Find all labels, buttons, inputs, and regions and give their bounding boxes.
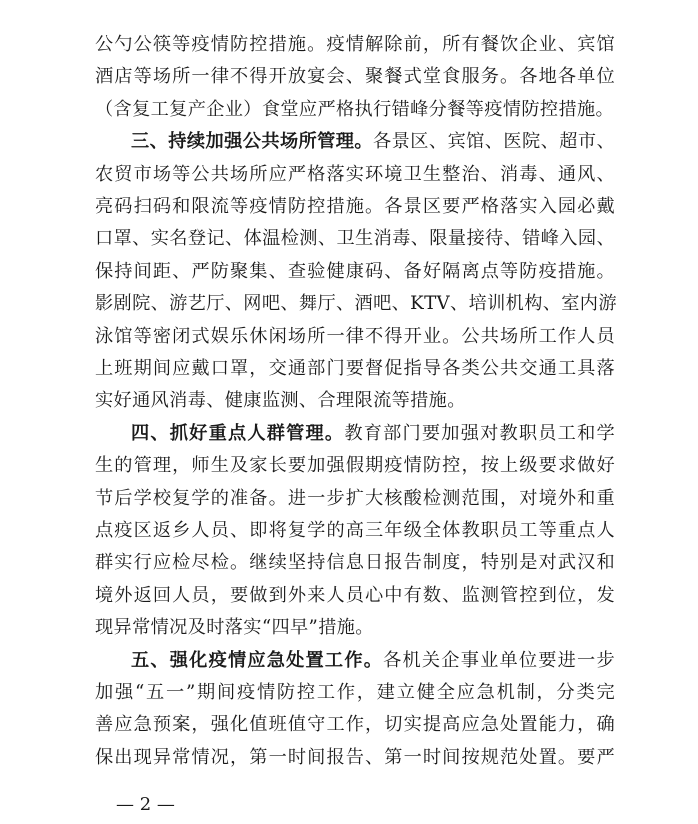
paragraph-line: 境外返回人员，要做到外来人员心中有数、监测管控到位，发 [95, 584, 615, 606]
paragraph-line: 农贸市场等公共场所应严格落实环境卫生整治、消毒、通风、 [95, 163, 615, 185]
paragraph-line: 善应急预案，强化值班值守工作，切实提高应急处置能力，确 [95, 714, 615, 736]
section-heading-line: 四、抓好重点人群管理。教育部门要加强对教职员工和学 [131, 422, 615, 444]
paragraph-line: 口罩、实名登记、体温检测、卫生消毒、限量接待、错峰入园、 [95, 228, 615, 250]
paragraph-line: 群实行应检尽检。继续坚持信息日报告制度，特别是对武汉和 [95, 552, 615, 574]
section-heading-line: 三、持续加强公共场所管理。各景区、宾馆、医院、超市、 [131, 131, 615, 153]
section-heading: 四、抓好重点人群管理。 [131, 422, 345, 444]
paragraph-line: 酒店等场所一律不得开放宴会、聚餐式堂食服务。各地各单位 [95, 66, 615, 88]
section-heading-line: 五、强化疫情应急处置工作。各机关企事业单位要进一步 [131, 649, 615, 671]
paragraph-line: 节后学校复学的准备。进一步扩大核酸检测范围，对境外和重 [95, 487, 615, 509]
paragraph-line: 泳馆等密闭式娱乐休闲场所一律不得开业。公共场所工作人员 [95, 325, 615, 347]
paragraph-line: 生的管理，师生及家长要加强假期疫情防控，按上级要求做好 [95, 455, 615, 477]
paragraph-line: 加强“五一”期间疫情防控工作，建立健全应急机制，分类完 [95, 682, 615, 703]
paragraph-line: （含复工复产企业）食堂应严格执行错峰分餐等疫情防控措施。 [95, 98, 615, 120]
paragraph-line: 保出现异常情况，第一时间报告、第一时间按规范处置。要严 [95, 746, 615, 768]
paragraph-line: 实好通风消毒、健康监测、合理限流等措施。 [95, 390, 466, 412]
section-heading: 三、持续加强公共场所管理。 [131, 131, 374, 153]
page-number: — 2 — [116, 794, 175, 815]
paragraph-line: 点疫区返乡人员、即将复学的高三年级全体教职员工等重点人 [95, 520, 615, 541]
paragraph-line: 保持间距、严防聚集、查验健康码、备好隔离点等防疫措施。 [95, 260, 615, 282]
paragraph-line: 亮码扫码和限流等疫情防控措施。各景区要严格落实入园必戴 [95, 196, 615, 217]
paragraph-line: 上班期间应戴口罩，交通部门要督促指导各类公共交通工具落 [95, 358, 615, 379]
section-heading: 五、强化疫情应急处置工作。 [131, 649, 384, 671]
paragraph-line: 公勺公筷等疫情防控措施。疫情解除前，所有餐饮企业、宾馆 [95, 34, 615, 55]
paragraph-line: 影剧院、游艺厅、网吧、舞厅、酒吧、KTV、培训机构、室内游 [95, 293, 617, 315]
paragraph-line: 现异常情况及时落实“四早”措施。 [95, 617, 374, 639]
